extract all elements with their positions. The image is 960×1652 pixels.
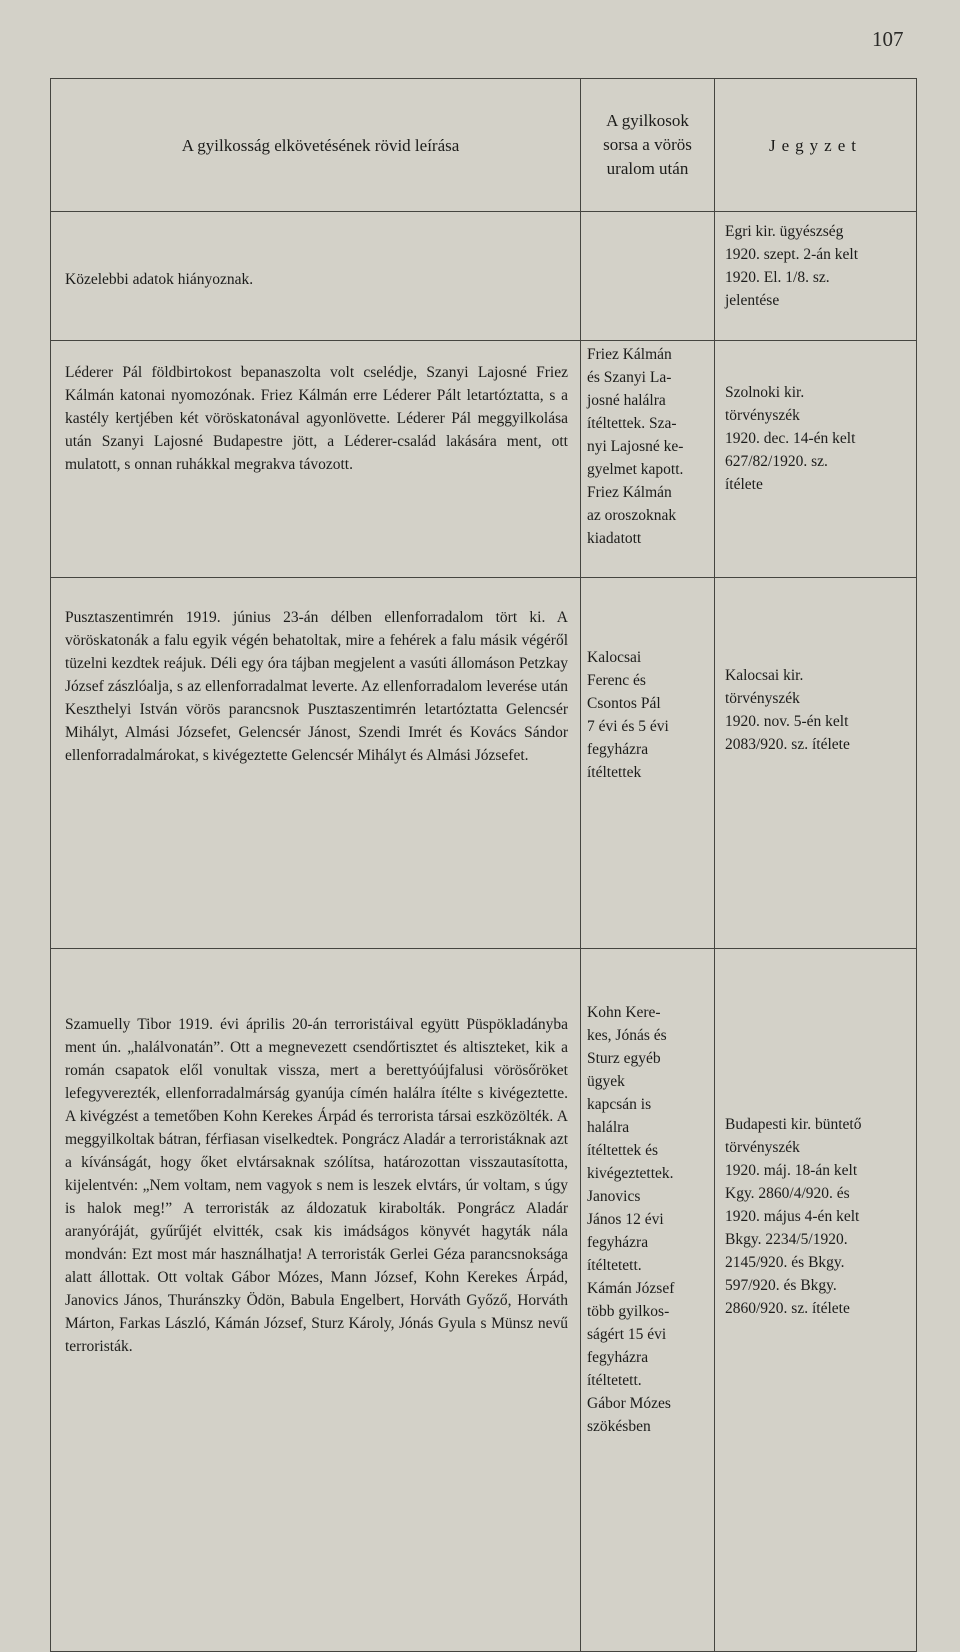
table-header-row [51,79,917,212]
row-description: Szamuelly Tibor 1919. évi április 20-án terroristáival együtt Püspökladányba ment ún. „halálvonatán”. Ott a megnevezett csendőrtisztet és altiszteket, kik a román csapatok elől vonultak vissza, mert a berettyóújfalusi vörösőröket lefegyverezték, ellenforradalmárság gyanúja címén halálra ítélte s kivégeztette. A kivégzést a temetőben Kohn Kerekes Árpád és terrorista társai eszközölték. A meggyilkoltak bátran, férfiasan viselkedtek. Pongrácz Aladár a terroristáknak azt a kívánságát, hogy őket elvtársaknak szólítsa, határozottan visszautasította, kijelentvén: „Nem voltam, nem vagyok s nem is leszek elvtárs, úr voltam, s úgy is halok meg!” A terroristák az áldozatuk kirabolták. Pongrácz Aladár aranyóráját, gyűrűjét elvitték, csak kis imádságos könyvét hagyták nála mondván: Ezt most már használhatja! A terroristák Gerlei Géza parancsnoksága alatt állottak. Ott voltak Gábor Mózes, Mann József, Kohn Kerekes Árpád, Janovics János, Thuránszky Ödön, Babula Engelbert, Horváth Győző, Horváth Márton, Farkas László, Kámán József, Sturz Károly, Jónás Gyula s Münsz nevű terroristák. [51,949,581,1652]
murder-record-table [50,78,917,1652]
row-note: Budapesti kir. büntető törvényszék 1920. máj. 18-án kelt Kgy. 2860/4/920. és 1920. május 4-én kelt Bkgy. 2234/5/1920. 2145/920. és Bkgy. 597/920. és Bkgy. 2860/920. sz. ítélete [715,949,917,1652]
row-description: Léderer Pál földbirtokost bepanaszolta volt cselédje, Szanyi Lajosné Friez Kálmán katonai nyomozónak. Friez Kálmán erre Léderer Pált letartóztatta, s a kastély kertjében két vöröskatonával agyonlövette. Léderer Pál meggyilkolása után Szanyi Lajosné Budapestre jött, a Léderer-család lakására ment, ott mulatott, s onnan ruhákkal megrakva távozott. [51,341,581,578]
header-fate: A gyilkosok sorsa a vörös uralom után [581,79,715,212]
table-row [51,341,917,578]
row-description: Közelebbi adatok hiányoznak. [51,212,581,341]
page-number: 107 [872,27,904,51]
row-fate: Kalocsai Ferenc és Csontos Pál 7 évi és 5 évi fegyházra ítéltettek [581,578,715,949]
row-description: Pusztaszentimrén 1919. június 23-án délben ellenforradalom tört ki. A vöröskatonák a falu egyik végén behatoltak, mire a fehérek a falu másik végéről tüzelni kezdtek reájuk. Déli egy óra tájban megjelent a vasúti állomáson Petzkay József zászlóalja, s az ellenforradalmat leverte. Az ellenforradalom leverése után Keszthelyi István vörös parancsnok Pusztaszentimrén letartóztatta Gelencsér Mihályt, Almási Józsefet, Gelencsér Jánost, Szendi Imrét és Kovács Sándor ellenforradalmárokat, s kivégeztette Gelencsér Mihályt és Almási Józsefet. [51,578,581,949]
table-row [51,212,917,341]
table-row [51,949,917,1652]
row-fate: Friez Kálmán és Szanyi La- josné halálra ítéltettek. Sza- nyi Lajosné ke- gyelmet kapott. Friez Kálmán az oroszoknak kiadatott [581,341,715,578]
row-fate: Kohn Kere- kes, Jónás és Sturz egyéb ügyek kapcsán is halálra ítéltettek és kivégeztettek. Janovics János 12 évi fegyházra ítéltetett. Kámán József több gyilkos- ságért 15 évi fegyházra ítéltetett. Gábor Mózes szökésben [581,949,715,1652]
header-notes: Jegyzet [715,79,917,212]
table-row [51,578,917,949]
row-note: Szolnoki kir. törvényszék 1920. dec. 14-én kelt 627/82/1920. sz. ítélete [715,341,917,578]
row-fate [581,212,715,341]
row-note: Kalocsai kir. törvényszék 1920. nov. 5-én kelt 2083/920. sz. ítélete [715,578,917,949]
header-description: A gyilkosság elkövetésének rövid leírása [51,79,581,212]
row-note: Egri kir. ügyészség 1920. szept. 2-án kelt 1920. El. 1/8. sz. jelentése [715,212,917,341]
